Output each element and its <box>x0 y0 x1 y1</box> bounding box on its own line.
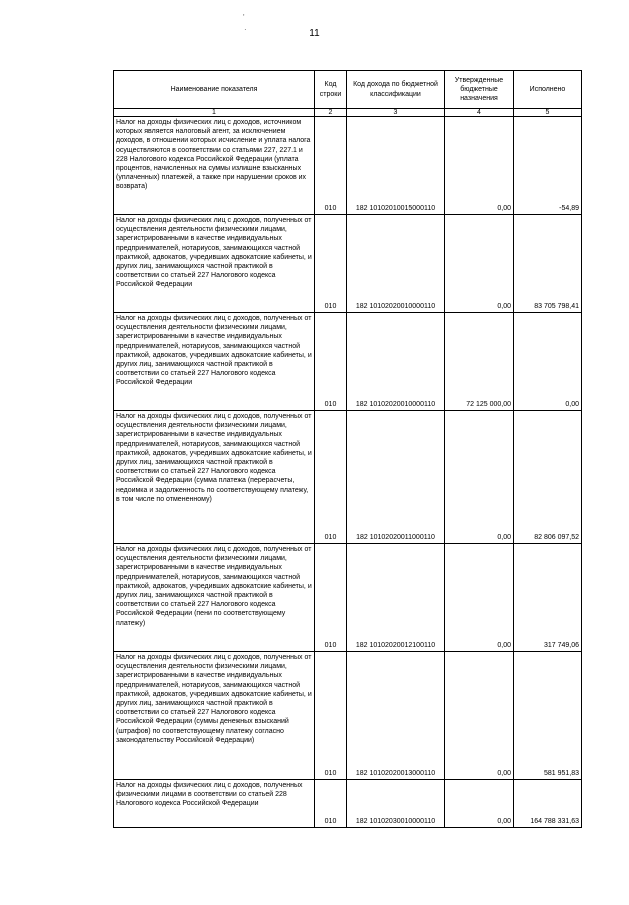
scan-mark: · <box>244 25 247 34</box>
executed-amount: 581 951,83 <box>514 652 582 780</box>
column-number: 5 <box>514 109 582 117</box>
table-row <box>114 411 582 544</box>
line-code: 010 <box>315 215 347 313</box>
table-row <box>114 215 582 313</box>
header-executed: Исполнено <box>514 71 582 109</box>
indicator-name: Налог на доходы физических лиц с доходов, полученных физическими лицами в соответствии со статьей 228 Налогового кодекса Российской Федерации <box>114 780 315 828</box>
approved-amount: 0,00 <box>445 411 514 544</box>
column-number: 1 <box>114 109 315 117</box>
budget-code: 182 10102020013000110 <box>347 652 445 780</box>
table-row <box>114 313 582 411</box>
line-code: 010 <box>315 117 347 215</box>
header-indicator-name: Наименование показателя <box>114 71 315 109</box>
line-code: 010 <box>315 652 347 780</box>
approved-amount: 0,00 <box>445 544 514 652</box>
column-number: 4 <box>445 109 514 117</box>
approved-amount: 72 125 000,00 <box>445 313 514 411</box>
table-row <box>114 544 582 652</box>
table-row <box>114 780 582 828</box>
executed-amount: 0,00 <box>514 313 582 411</box>
budget-code: 182 10102020012100110 <box>347 544 445 652</box>
table-row <box>114 652 582 780</box>
indicator-name: Налог на доходы физических лиц с доходов, полученных от осуществления деятельности физическими лицами, зарегистрированными в качестве индивидуальных предпринимателей, нотариусов, занимающихся частной практикой, адвокатов, учредивших адвокатские кабинеты, и других лиц, занимающихся частной практикой в соответствии со статьей 227 Налогового кодекса Российской Федерации (сумма платежа (перерасчеты, недоимка и задолженность по соответствующему платежу, в том числе по отмененному) <box>114 411 315 544</box>
executed-amount: -54,89 <box>514 117 582 215</box>
budget-code: 182 10102020011000110 <box>347 411 445 544</box>
budget-code: 182 10102020010000110 <box>347 313 445 411</box>
header-line-code: Код строки <box>315 71 347 109</box>
header-approved: Утвержденные бюджетные назначения <box>445 71 514 109</box>
line-code: 010 <box>315 544 347 652</box>
report-table <box>113 70 582 828</box>
approved-amount: 0,00 <box>445 780 514 828</box>
budget-code: 182 10102030010000110 <box>347 780 445 828</box>
indicator-name: Налог на доходы физических лиц с доходов, полученных от осуществления деятельности физическими лицами, зарегистрированными в качестве индивидуальных предпринимателей, нотариусов, занимающихся частной практикой, адвокатов, учредивших адвокатские кабинеты, и других лиц, занимающихся частной практикой в соответствии со статьей 227 Налогового кодекса Российской Федерации (суммы денежных взысканий (штрафов) по соответствующему платежу согласно законодательству Российской Федерации) <box>114 652 315 780</box>
page-number: 11 <box>309 28 320 39</box>
indicator-name: Налог на доходы физических лиц с доходов, полученных от осуществления деятельности физическими лицами, зарегистрированными в качестве индивидуальных предпринимателей, нотариусов, занимающихся частной практикой, адвокатов, учредивших адвокатские кабинеты, и других лиц, занимающихся частной практикой в соответствии со статьей 227 Налогового кодекса Российской Федерации <box>114 313 315 411</box>
line-code: 010 <box>315 313 347 411</box>
budget-code: 182 10102020010000110 <box>347 215 445 313</box>
column-number: 3 <box>347 109 445 117</box>
indicator-name: Налог на доходы физических лиц с доходов, полученных от осуществления деятельности физическими лицами, зарегистрированными в качестве индивидуальных предпринимателей, нотариусов, занимающихся частной практикой, адвокатов, учредивших адвокатские кабинеты, и других лиц, занимающихся частной практикой в соответствии со статьей 227 Налогового кодекса Российской Федерации <box>114 215 315 313</box>
column-number-row <box>114 109 582 117</box>
line-code: 010 <box>315 411 347 544</box>
line-code: 010 <box>315 780 347 828</box>
executed-amount: 164 788 331,63 <box>514 780 582 828</box>
header-row <box>114 71 582 109</box>
indicator-name: Налог на доходы физических лиц с доходов, полученных от осуществления деятельности физическими лицами, зарегистрированными в качестве индивидуальных предпринимателей, нотариусов, занимающихся частной практикой, адвокатов, учредивших адвокатские кабинеты, и других лиц, занимающихся частной практикой в соответствии со статьей 227 Налогового кодекса Российской Федерации (пени по соответствующему платежу) <box>114 544 315 652</box>
column-number: 2 <box>315 109 347 117</box>
executed-amount: 83 705 798,41 <box>514 215 582 313</box>
scan-mark: ' <box>243 13 245 22</box>
budget-code: 182 10102010015000110 <box>347 117 445 215</box>
approved-amount: 0,00 <box>445 117 514 215</box>
approved-amount: 0,00 <box>445 215 514 313</box>
executed-amount: 82 806 097,52 <box>514 411 582 544</box>
approved-amount: 0,00 <box>445 652 514 780</box>
executed-amount: 317 749,06 <box>514 544 582 652</box>
table-row <box>114 117 582 215</box>
indicator-name: Налог на доходы физических лиц с доходов, источником которых является налоговый агент, за исключением доходов, в отношении которых исчисление и уплата налога осуществляются в соответствии со статьями 227, 227.1 и 228 Налогового кодекса Российской Федерации (уплата процентов, начисленных на суммы излишне взысканных (уплаченных) платежей, а также при нарушении сроков их возврата) <box>114 117 315 215</box>
header-budget-code: Код дохода по бюджетной классификации <box>347 71 445 109</box>
